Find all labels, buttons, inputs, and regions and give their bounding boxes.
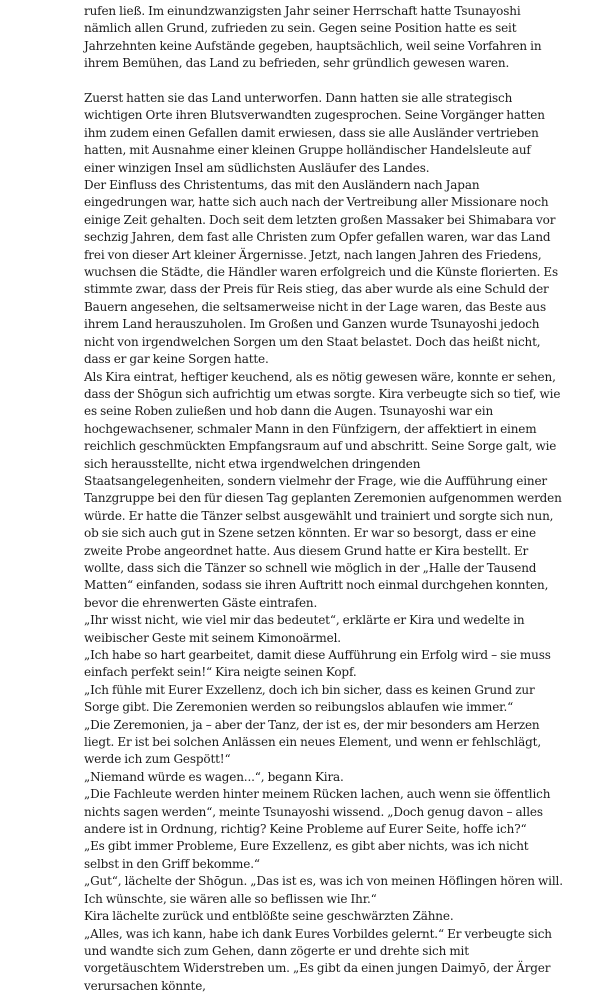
paragraph-11: „Es gibt immer Probleme, Eure Exzellenz, es gibt aber nichts, was ich nicht selbst in den Griff bekomme.“ [84, 839, 529, 871]
paragraph-4: Als Kira eintrat, heftiger keuchend, als es nötig gewesen wäre, konnte er sehen, dass der Shōgun sich aufrichtig um etwas sorgte. Kira verbeugte sich so tief, wie es seine Roben zuließen und hob dann die Augen. Tsunayoshi war ein hochgewachsener, schmaler Mann in den Fünfzigern, der affektiert in einem reichlich geschmückten Empfangsraum auf und abschritt. Seine Sorge galt, wie sich herausstellte, nicht etwa irgendwelchen dringenden Staatsangelegenheiten, sondern vielmehr der Frage, wie die Aufführung einer Tanzgruppe bei den für diesen Tag geplanten Zeremonien aufgenommen werden würde. Er hatte die Tänzer selbst ausgewählt und trainiert und sorgte sich nun, ob sie sich auch gut in Szene setzen könnten. Er war so besorgt, dass er eine zweite Probe angeordnet hatte. Aus diesem Grund hatte er Kira bestellt. Er wollte, dass sich die Tänzer so schnell wie möglich in der „Halle der Tausend Matten“ einfanden, sodass sie ihren Auftritt noch einmal durchgehen konnten, bevor die ehrenwerten Gäste eintrafen. [84, 369, 562, 610]
body-text [84, 3, 563, 995]
paragraph-14: „Alles, was ich kann, habe ich dank Eures Vorbildes gelernt.“ Er verbeugte sich und wandte sich zum Gehen, dann zögerte er und drehte sich mit vorgetäuschtem Widerstreben um. „Es gibt da einen jungen Daimyō, der Ärger verursachen könnte, [84, 926, 552, 993]
paragraph-8: „Die Zeremonien, ja – aber der Tanz, der ist es, der mir besonders am Herzen liegt. Er ist bei solchen Anlässen ein neues Element, und wenn er fehlschlägt, werde ich zum Gespött!“ [84, 717, 542, 767]
paragraph-10: „Die Fachleute werden hinter meinem Rücken lachen, auch wenn sie öffentlich nichts sagen werden“, meinte Tsunayoshi wissend. „Doch genug davon – alles andere ist in Ordnung, richtig? Keine Probleme auf Eurer Seite, hoffe ich?“ [84, 787, 551, 837]
paragraph-5: „Ihr wisst nicht, wie viel mir das bedeutet“, erklärte er Kira und wedelte in weibischer Geste mit seinem Kimonoärmel. [84, 613, 525, 645]
paragraph-6: „Ich habe so hart gearbeitet, damit diese Aufführung ein Erfolg wird – sie muss einfach perfekt sein!“ Kira neigte seinen Kopf. [84, 648, 551, 680]
paragraph-3: Der Einfluss des Christentums, das mit den Ausländern nach Japan eingedrungen war, hatte sich auch nach der Vertreibung aller Missionare noch einige Zeit gehalten. Doch seit dem letzten großen Massaker bei Shimabara vor sechzig Jahren, dem fast alle Christen zum Opfer gefallen waren, war das Land frei von dieser Art kleiner Ärgernisse. Jetzt, nach langen Jahren des Friedens, wuchsen die Städte, die Händler waren erfolgreich und die Künste florierten. Es stimmte zwar, dass der Preis für Reis stieg, das aber wurde als eine Schuld der Bauern angesehen, die seltsamerweise nicht in der Lage waren, das Beste aus ihrem Land herauszuholen. Im Großen und Ganzen wurde Tsunayoshi jedoch nicht von irgendwelchen Sorgen um den Staat belastet. Doch das heißt nicht, dass er gar keine Sorgen hatte. [84, 178, 559, 367]
paragraph-9: „Niemand würde es wagen...“, begann Kira. [84, 769, 344, 784]
paragraph-2: Zuerst hatten sie das Land unterworfen. Dann hatten sie alle strategisch wichtigen Orte ihren Blutsverwandten zugesprochen. Seine Vorgänger hatten ihm zudem einen Gefallen damit erwiesen, dass sie alle Ausländer vertrieben hatten, mit Ausnahme einer kleinen Gruppe holländischer Handelsleute auf einer winzigen Insel am südlichsten Ausläufer des Landes. [84, 91, 545, 175]
paragraph-12: „Gut“, lächelte der Shōgun. „Das ist es, was ich von meinen Höflingen hören will. Ich wünschte, sie wären alle so beflissen wie Ihr.“ [84, 874, 563, 906]
paragraph-1: rufen ließ. Im einundzwanzigsten Jahr seiner Herrschaft hatte Tsunayoshi nämlich allen Grund, zufrieden zu sein. Gegen seine Position hatte es seit Jahrzehnten keine Aufstände gegeben, hauptsächlich, weil seine Vorfahren in ihrem Bemühen, das Land zu befrieden, sehr gründlich gewesen waren. [84, 4, 542, 71]
paragraph-13: Kira lächelte zurück und entblößte seine geschwärzten Zähne. [84, 909, 454, 924]
paragraph-7: „Ich fühle mit Eurer Exzellenz, doch ich bin sicher, dass es keinen Grund zur Sorge gibt. Die Zeremonien werden so reibungslos ablaufen wie immer.“ [84, 682, 535, 715]
